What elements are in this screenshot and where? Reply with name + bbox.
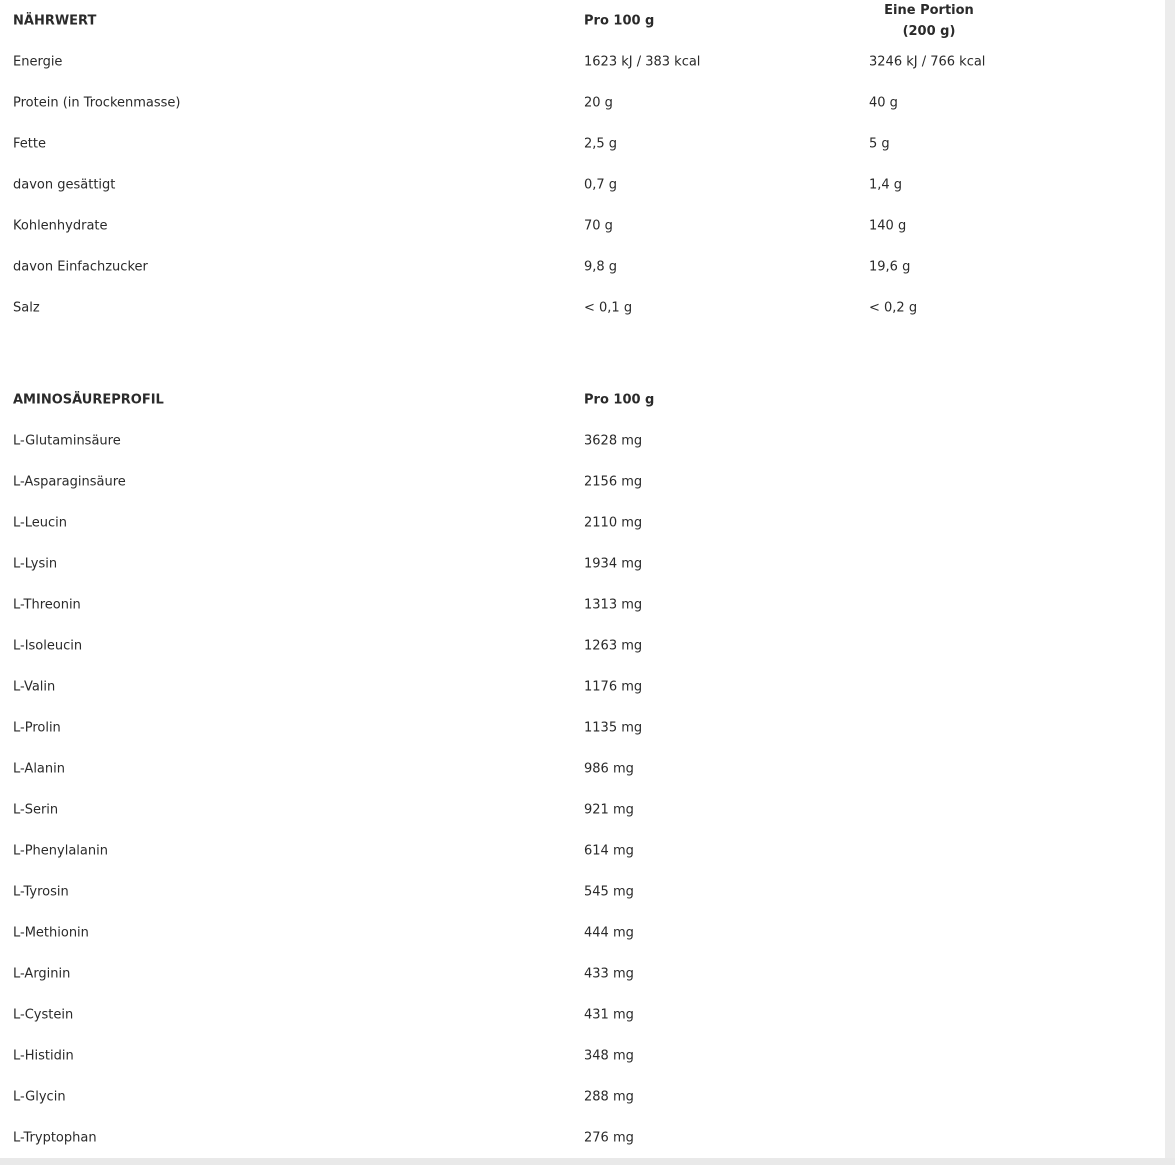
scrollbar[interactable] bbox=[1165, 0, 1175, 1158]
amino-name: L-Isoleucin bbox=[13, 638, 83, 653]
amino-name: L-Histidin bbox=[13, 1048, 74, 1063]
amino-header-label: AMINOSÄUREPROFIL bbox=[13, 392, 164, 407]
amino-name: L-Methionin bbox=[13, 925, 89, 940]
amino-per100: 545 mg bbox=[584, 884, 634, 899]
amino-row bbox=[0, 707, 1165, 748]
portion-line-1: Eine Portion bbox=[884, 3, 974, 18]
amino-per100: 444 mg bbox=[584, 925, 634, 940]
amino-row bbox=[0, 584, 1165, 625]
nutrition-name: Kohlenhydrate bbox=[13, 218, 108, 233]
nutrition-header-per100: Pro 100 g bbox=[584, 13, 655, 28]
nutrition-header-portion bbox=[869, 0, 989, 42]
nutrition-table bbox=[0, 0, 1165, 328]
amino-per100: 2156 mg bbox=[584, 474, 643, 489]
amino-name: L-Alanin bbox=[13, 761, 65, 776]
nutrition-row bbox=[0, 205, 1165, 246]
amino-row bbox=[0, 994, 1165, 1035]
amino-row bbox=[0, 789, 1165, 830]
amino-row bbox=[0, 953, 1165, 994]
amino-name: L-Leucin bbox=[13, 515, 67, 530]
nutrition-header-label: NÄHRWERT bbox=[13, 13, 97, 28]
amino-row bbox=[0, 748, 1165, 789]
nutrition-row bbox=[0, 287, 1165, 328]
amino-per100: 1176 mg bbox=[584, 679, 643, 694]
amino-row bbox=[0, 420, 1165, 461]
amino-per100: 986 mg bbox=[584, 761, 634, 776]
nutrition-portion: 19,6 g bbox=[869, 259, 911, 274]
nutrition-name: davon gesättigt bbox=[13, 177, 116, 192]
amino-per100: 3628 mg bbox=[584, 433, 643, 448]
nutrition-portion: 140 g bbox=[869, 218, 907, 233]
amino-row bbox=[0, 502, 1165, 543]
nutrition-body bbox=[0, 41, 1165, 328]
amino-per100: 2110 mg bbox=[584, 515, 643, 530]
amino-per100: 614 mg bbox=[584, 843, 634, 858]
nutrition-name: davon Einfachzucker bbox=[13, 259, 148, 274]
nutrition-per100: 0,7 g bbox=[584, 177, 618, 192]
nutrition-per100: 1623 kJ / 383 kcal bbox=[584, 54, 701, 69]
amino-header-row bbox=[0, 379, 1165, 420]
nutrition-row bbox=[0, 41, 1165, 82]
nutrition-row bbox=[0, 123, 1165, 164]
amino-name: L-Phenylalanin bbox=[13, 843, 108, 858]
amino-row bbox=[0, 625, 1165, 666]
nutrition-name: Energie bbox=[13, 54, 63, 69]
amino-per100: 276 mg bbox=[584, 1130, 634, 1145]
amino-row bbox=[0, 1035, 1165, 1076]
amino-row bbox=[0, 666, 1165, 707]
amino-per100: 348 mg bbox=[584, 1048, 634, 1063]
nutrition-per100: 9,8 g bbox=[584, 259, 618, 274]
nutrition-portion: 3246 kJ / 766 kcal bbox=[869, 54, 986, 69]
amino-name: L-Tyrosin bbox=[13, 884, 69, 899]
amino-name: L-Lysin bbox=[13, 556, 58, 571]
amino-per100: 1263 mg bbox=[584, 638, 643, 653]
amino-name: L-Cystein bbox=[13, 1007, 74, 1022]
amino-row bbox=[0, 543, 1165, 584]
amino-name: L-Glycin bbox=[13, 1089, 66, 1104]
nutrition-per100: 70 g bbox=[584, 218, 613, 233]
amino-name: L-Tryptophan bbox=[13, 1130, 97, 1145]
amino-name: L-Prolin bbox=[13, 720, 61, 735]
nutrition-portion: 1,4 g bbox=[869, 177, 903, 192]
amino-row bbox=[0, 830, 1165, 871]
amino-per100: 1313 mg bbox=[584, 597, 643, 612]
nutrition-portion: 40 g bbox=[869, 95, 898, 110]
footer-strip bbox=[0, 1158, 1175, 1165]
nutrition-name: Fette bbox=[13, 136, 46, 151]
amino-name: L-Valin bbox=[13, 679, 56, 694]
amino-per100: 288 mg bbox=[584, 1089, 634, 1104]
nutrition-header-row bbox=[0, 0, 1165, 41]
nutrition-name: Salz bbox=[13, 300, 40, 315]
amino-name: L-Arginin bbox=[13, 966, 71, 981]
amino-per100: 433 mg bbox=[584, 966, 634, 981]
amino-header-per100: Pro 100 g bbox=[584, 392, 655, 407]
nutrition-row bbox=[0, 82, 1165, 123]
nutrition-per100: < 0,1 g bbox=[584, 300, 633, 315]
amino-name: L-Serin bbox=[13, 802, 59, 817]
amino-per100: 1934 mg bbox=[584, 556, 643, 571]
amino-name: L-Threonin bbox=[13, 597, 81, 612]
nutrition-per100: 20 g bbox=[584, 95, 613, 110]
nutrition-portion: 5 g bbox=[869, 136, 890, 151]
portion-line-2: (200 g) bbox=[902, 24, 956, 39]
nutrition-name: Protein (in Trockenmasse) bbox=[13, 95, 181, 110]
amino-row bbox=[0, 912, 1165, 953]
nutrition-portion: < 0,2 g bbox=[869, 300, 918, 315]
amino-body bbox=[0, 420, 1165, 1158]
amino-row bbox=[0, 1076, 1165, 1117]
amino-per100: 921 mg bbox=[584, 802, 634, 817]
nutrition-row bbox=[0, 246, 1165, 287]
amino-per100: 1135 mg bbox=[584, 720, 643, 735]
nutrition-row bbox=[0, 164, 1165, 205]
amino-row bbox=[0, 1117, 1165, 1158]
amino-row bbox=[0, 461, 1165, 502]
amino-per100: 431 mg bbox=[584, 1007, 634, 1022]
amino-name: L-Asparaginsäure bbox=[13, 474, 126, 489]
amino-name: L-Glutaminsäure bbox=[13, 433, 121, 448]
nutrition-per100: 2,5 g bbox=[584, 136, 618, 151]
amino-table bbox=[0, 379, 1165, 1158]
amino-row bbox=[0, 871, 1165, 912]
